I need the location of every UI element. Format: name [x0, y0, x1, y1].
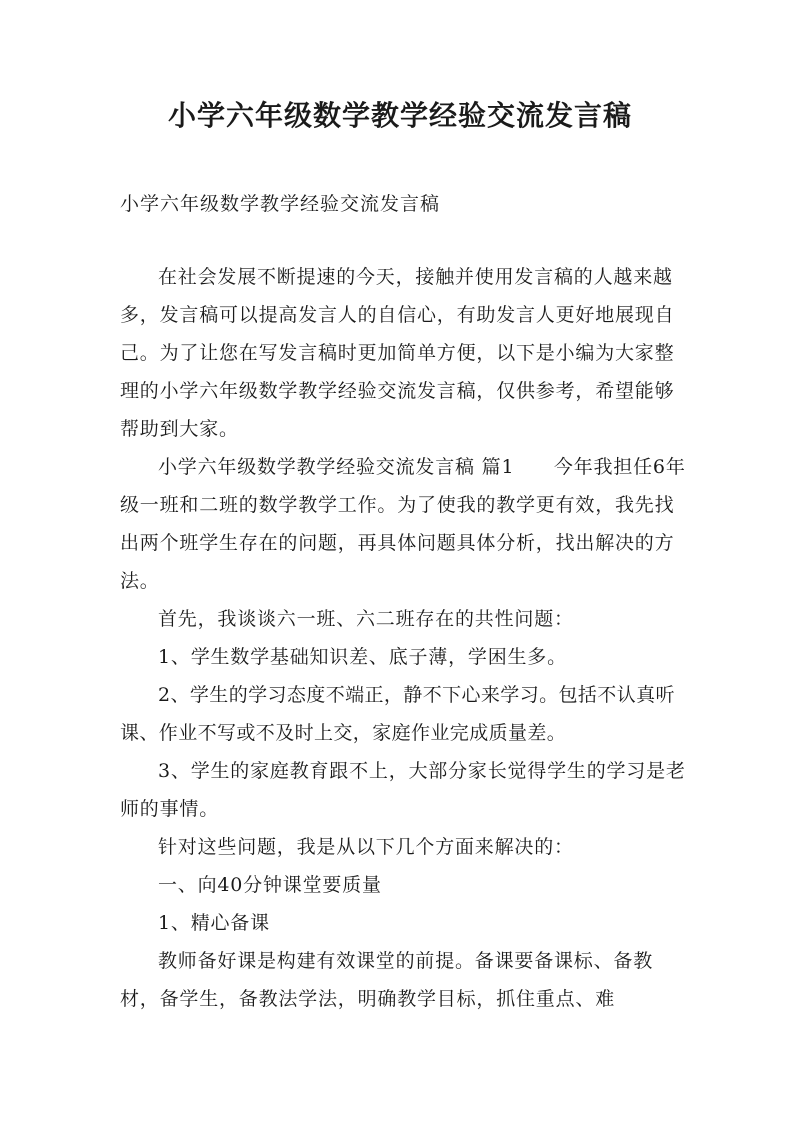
document-title: 小学六年级数学教学经验交流发言稿 — [167, 99, 632, 132]
paragraph-section-1: 一、向40分钟课堂要质量 — [158, 874, 382, 896]
paragraph-part-1: 小学六年级数学教学经验交流发言稿 篇1 今年我担任6年级一班和二班的数学教学工作。为了使我的教学更有效，我先找出两个班学生存在的问题，再具体问题具体分析，找出解决的方法。 — [120, 456, 686, 592]
document-subtitle: 小学六年级数学教学经验交流发言稿 — [120, 193, 441, 215]
paragraph-solutions-intro: 针对这些问题，我是从以下几个方面来解决的： — [158, 836, 574, 858]
paragraph-lesson-prep: 教师备好课是构建有效课堂的前提。备课要备课标、备教材，备学生，备教法学法，明确教学目标，抓住重点、难 — [120, 950, 654, 1010]
document-body — [120, 258, 692, 1018]
paragraph-problem-1: 1、学生数学基础知识差、底子薄，学困生多。 — [158, 646, 567, 668]
paragraph-subsection-1: 1、精心备课 — [158, 912, 270, 934]
paragraph-problem-2: 2、学生的学习态度不端正，静不下心来学习。包括不认真听课、作业不写或不及时上交，家庭作业完成质量差。 — [120, 684, 675, 744]
paragraph-intro: 在社会发展不断提速的今天，接触并使用发言稿的人越来越多，发言稿可以提高发言人的自信心，有助发言人更好地展现自己。为了让您在写发言稿时更加简单方便，以下是小编为大家整理的小学六年级数学教学经验交流发言稿，仅供参考，希望能够帮助到大家。 — [120, 266, 675, 440]
paragraph-problem-3: 3、学生的家庭教育跟不上，大部分家长觉得学生的学习是老师的事情。 — [120, 760, 686, 820]
paragraph-common-problems: 首先，我谈谈六一班、六二班存在的共性问题： — [158, 608, 574, 630]
